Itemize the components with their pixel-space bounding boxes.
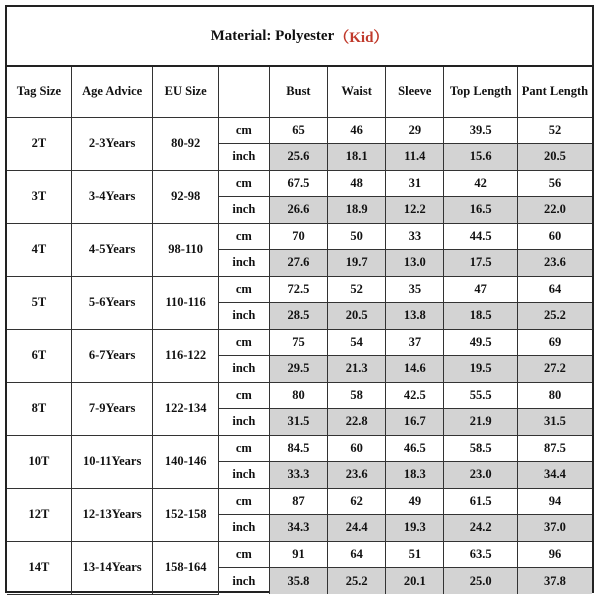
inch-value-cell: 31.5 <box>517 409 592 436</box>
eu-size-cell: 80-92 <box>153 117 218 170</box>
inch-value-cell: 25.6 <box>269 144 327 171</box>
inch-value-cell: 31.5 <box>269 409 327 436</box>
header-top-length: Top Length <box>444 67 518 117</box>
cm-value-cell: 39.5 <box>444 117 518 144</box>
cm-value-cell: 91 <box>269 541 327 568</box>
table-row <box>7 329 592 356</box>
cm-value-cell: 67.5 <box>269 170 327 197</box>
tag-size-cell: 8T <box>7 382 71 435</box>
inch-value-cell: 20.5 <box>517 144 592 171</box>
cm-value-cell: 44.5 <box>444 223 518 250</box>
cm-value-cell: 49.5 <box>444 329 518 356</box>
age-advice-cell: 6-7Years <box>71 329 153 382</box>
cm-value-cell: 46 <box>328 117 386 144</box>
header-waist: Waist <box>328 67 386 117</box>
inch-value-cell: 23.6 <box>328 462 386 489</box>
table-row <box>7 170 592 197</box>
table-row <box>7 382 592 409</box>
cm-value-cell: 72.5 <box>269 276 327 303</box>
tag-size-cell: 10T <box>7 435 71 488</box>
inch-value-cell: 21.9 <box>444 409 518 436</box>
cm-value-cell: 37 <box>386 329 444 356</box>
unit-inch-cell: inch <box>218 144 269 171</box>
unit-cm-cell: cm <box>218 117 269 144</box>
table-row <box>7 435 592 462</box>
inch-value-cell: 13.0 <box>386 250 444 277</box>
unit-inch-cell: inch <box>218 356 269 383</box>
tag-size-cell: 14T <box>7 541 71 594</box>
tag-size-cell: 12T <box>7 488 71 541</box>
inch-value-cell: 13.8 <box>386 303 444 330</box>
cm-value-cell: 62 <box>328 488 386 515</box>
inch-value-cell: 23.0 <box>444 462 518 489</box>
inch-value-cell: 11.4 <box>386 144 444 171</box>
inch-value-cell: 18.5 <box>444 303 518 330</box>
cm-value-cell: 63.5 <box>444 541 518 568</box>
tag-size-cell: 5T <box>7 276 71 329</box>
inch-value-cell: 15.6 <box>444 144 518 171</box>
unit-cm-cell: cm <box>218 170 269 197</box>
cm-value-cell: 56 <box>517 170 592 197</box>
table-row <box>7 541 592 568</box>
tag-size-cell: 2T <box>7 117 71 170</box>
inch-value-cell: 21.3 <box>328 356 386 383</box>
cm-value-cell: 31 <box>386 170 444 197</box>
unit-cm-cell: cm <box>218 488 269 515</box>
inch-value-cell: 24.4 <box>328 515 386 542</box>
inch-value-cell: 27.2 <box>517 356 592 383</box>
eu-size-cell: 158-164 <box>153 541 218 594</box>
tag-size-cell: 3T <box>7 170 71 223</box>
unit-inch-cell: inch <box>218 462 269 489</box>
inch-value-cell: 19.5 <box>444 356 518 383</box>
table-row <box>7 488 592 515</box>
inch-value-cell: 19.7 <box>328 250 386 277</box>
unit-cm-cell: cm <box>218 223 269 250</box>
unit-inch-cell: inch <box>218 197 269 224</box>
age-advice-cell: 7-9Years <box>71 382 153 435</box>
title-kid: （Kid） <box>334 29 389 46</box>
cm-value-cell: 46.5 <box>386 435 444 462</box>
inch-value-cell: 22.8 <box>328 409 386 436</box>
cm-value-cell: 55.5 <box>444 382 518 409</box>
cm-value-cell: 58.5 <box>444 435 518 462</box>
table-row <box>7 117 592 144</box>
header-eu-size: EU Size <box>153 67 218 117</box>
header-tag-size: Tag Size <box>7 67 71 117</box>
inch-value-cell: 33.3 <box>269 462 327 489</box>
unit-inch-cell: inch <box>218 568 269 595</box>
tag-size-cell: 6T <box>7 329 71 382</box>
eu-size-cell: 98-110 <box>153 223 218 276</box>
unit-inch-cell: inch <box>218 515 269 542</box>
eu-size-cell: 116-122 <box>153 329 218 382</box>
inch-value-cell: 34.4 <box>517 462 592 489</box>
inch-value-cell: 25.0 <box>444 568 518 595</box>
cm-value-cell: 33 <box>386 223 444 250</box>
inch-value-cell: 22.0 <box>517 197 592 224</box>
tag-size-cell: 4T <box>7 223 71 276</box>
inch-value-cell: 20.1 <box>386 568 444 595</box>
unit-cm-cell: cm <box>218 435 269 462</box>
age-advice-cell: 13-14Years <box>71 541 153 594</box>
header-pant-length: Pant Length <box>517 67 592 117</box>
age-advice-cell: 5-6Years <box>71 276 153 329</box>
age-advice-cell: 3-4Years <box>71 170 153 223</box>
size-chart <box>5 5 594 593</box>
inch-value-cell: 24.2 <box>444 515 518 542</box>
eu-size-cell: 140-146 <box>153 435 218 488</box>
age-advice-cell: 4-5Years <box>71 223 153 276</box>
unit-cm-cell: cm <box>218 541 269 568</box>
eu-size-cell: 92-98 <box>153 170 218 223</box>
table-row <box>7 276 592 303</box>
inch-value-cell: 27.6 <box>269 250 327 277</box>
cm-value-cell: 50 <box>328 223 386 250</box>
header-bust: Bust <box>269 67 327 117</box>
cm-value-cell: 80 <box>269 382 327 409</box>
cm-value-cell: 52 <box>328 276 386 303</box>
header-sleeve: Sleeve <box>386 67 444 117</box>
eu-size-cell: 122-134 <box>153 382 218 435</box>
inch-value-cell: 34.3 <box>269 515 327 542</box>
age-advice-cell: 10-11Years <box>71 435 153 488</box>
cm-value-cell: 60 <box>328 435 386 462</box>
cm-value-cell: 52 <box>517 117 592 144</box>
size-table <box>7 67 592 595</box>
eu-size-cell: 152-158 <box>153 488 218 541</box>
cm-value-cell: 69 <box>517 329 592 356</box>
inch-value-cell: 37.0 <box>517 515 592 542</box>
table-body <box>7 117 592 594</box>
header-row <box>7 67 592 117</box>
inch-value-cell: 14.6 <box>386 356 444 383</box>
cm-value-cell: 75 <box>269 329 327 356</box>
cm-value-cell: 42.5 <box>386 382 444 409</box>
inch-value-cell: 25.2 <box>328 568 386 595</box>
cm-value-cell: 84.5 <box>269 435 327 462</box>
title-material: Material: Polyester <box>210 27 335 44</box>
inch-value-cell: 26.6 <box>269 197 327 224</box>
eu-size-cell: 110-116 <box>153 276 218 329</box>
unit-cm-cell: cm <box>218 276 269 303</box>
cm-value-cell: 87.5 <box>517 435 592 462</box>
age-advice-cell: 2-3Years <box>71 117 153 170</box>
cm-value-cell: 47 <box>444 276 518 303</box>
inch-value-cell: 25.2 <box>517 303 592 330</box>
inch-value-cell: 37.8 <box>517 568 592 595</box>
unit-inch-cell: inch <box>218 409 269 436</box>
inch-value-cell: 19.3 <box>386 515 444 542</box>
cm-value-cell: 49 <box>386 488 444 515</box>
inch-value-cell: 29.5 <box>269 356 327 383</box>
inch-value-cell: 18.9 <box>328 197 386 224</box>
cm-value-cell: 61.5 <box>444 488 518 515</box>
age-advice-cell: 12-13Years <box>71 488 153 541</box>
header-unit <box>218 67 269 117</box>
unit-cm-cell: cm <box>218 329 269 356</box>
inch-value-cell: 20.5 <box>328 303 386 330</box>
cm-value-cell: 64 <box>328 541 386 568</box>
cm-value-cell: 60 <box>517 223 592 250</box>
cm-value-cell: 29 <box>386 117 444 144</box>
unit-inch-cell: inch <box>218 303 269 330</box>
cm-value-cell: 94 <box>517 488 592 515</box>
cm-value-cell: 80 <box>517 382 592 409</box>
cm-value-cell: 70 <box>269 223 327 250</box>
cm-value-cell: 64 <box>517 276 592 303</box>
table-row <box>7 223 592 250</box>
unit-inch-cell: inch <box>218 250 269 277</box>
cm-value-cell: 54 <box>328 329 386 356</box>
inch-value-cell: 23.6 <box>517 250 592 277</box>
inch-value-cell: 16.7 <box>386 409 444 436</box>
inch-value-cell: 12.2 <box>386 197 444 224</box>
chart-title <box>7 7 592 67</box>
cm-value-cell: 65 <box>269 117 327 144</box>
cm-value-cell: 87 <box>269 488 327 515</box>
unit-cm-cell: cm <box>218 382 269 409</box>
inch-value-cell: 28.5 <box>269 303 327 330</box>
inch-value-cell: 35.8 <box>269 568 327 595</box>
cm-value-cell: 96 <box>517 541 592 568</box>
cm-value-cell: 51 <box>386 541 444 568</box>
inch-value-cell: 18.1 <box>328 144 386 171</box>
cm-value-cell: 58 <box>328 382 386 409</box>
inch-value-cell: 18.3 <box>386 462 444 489</box>
cm-value-cell: 35 <box>386 276 444 303</box>
inch-value-cell: 16.5 <box>444 197 518 224</box>
header-age-advice: Age Advice <box>71 67 153 117</box>
cm-value-cell: 48 <box>328 170 386 197</box>
inch-value-cell: 17.5 <box>444 250 518 277</box>
cm-value-cell: 42 <box>444 170 518 197</box>
